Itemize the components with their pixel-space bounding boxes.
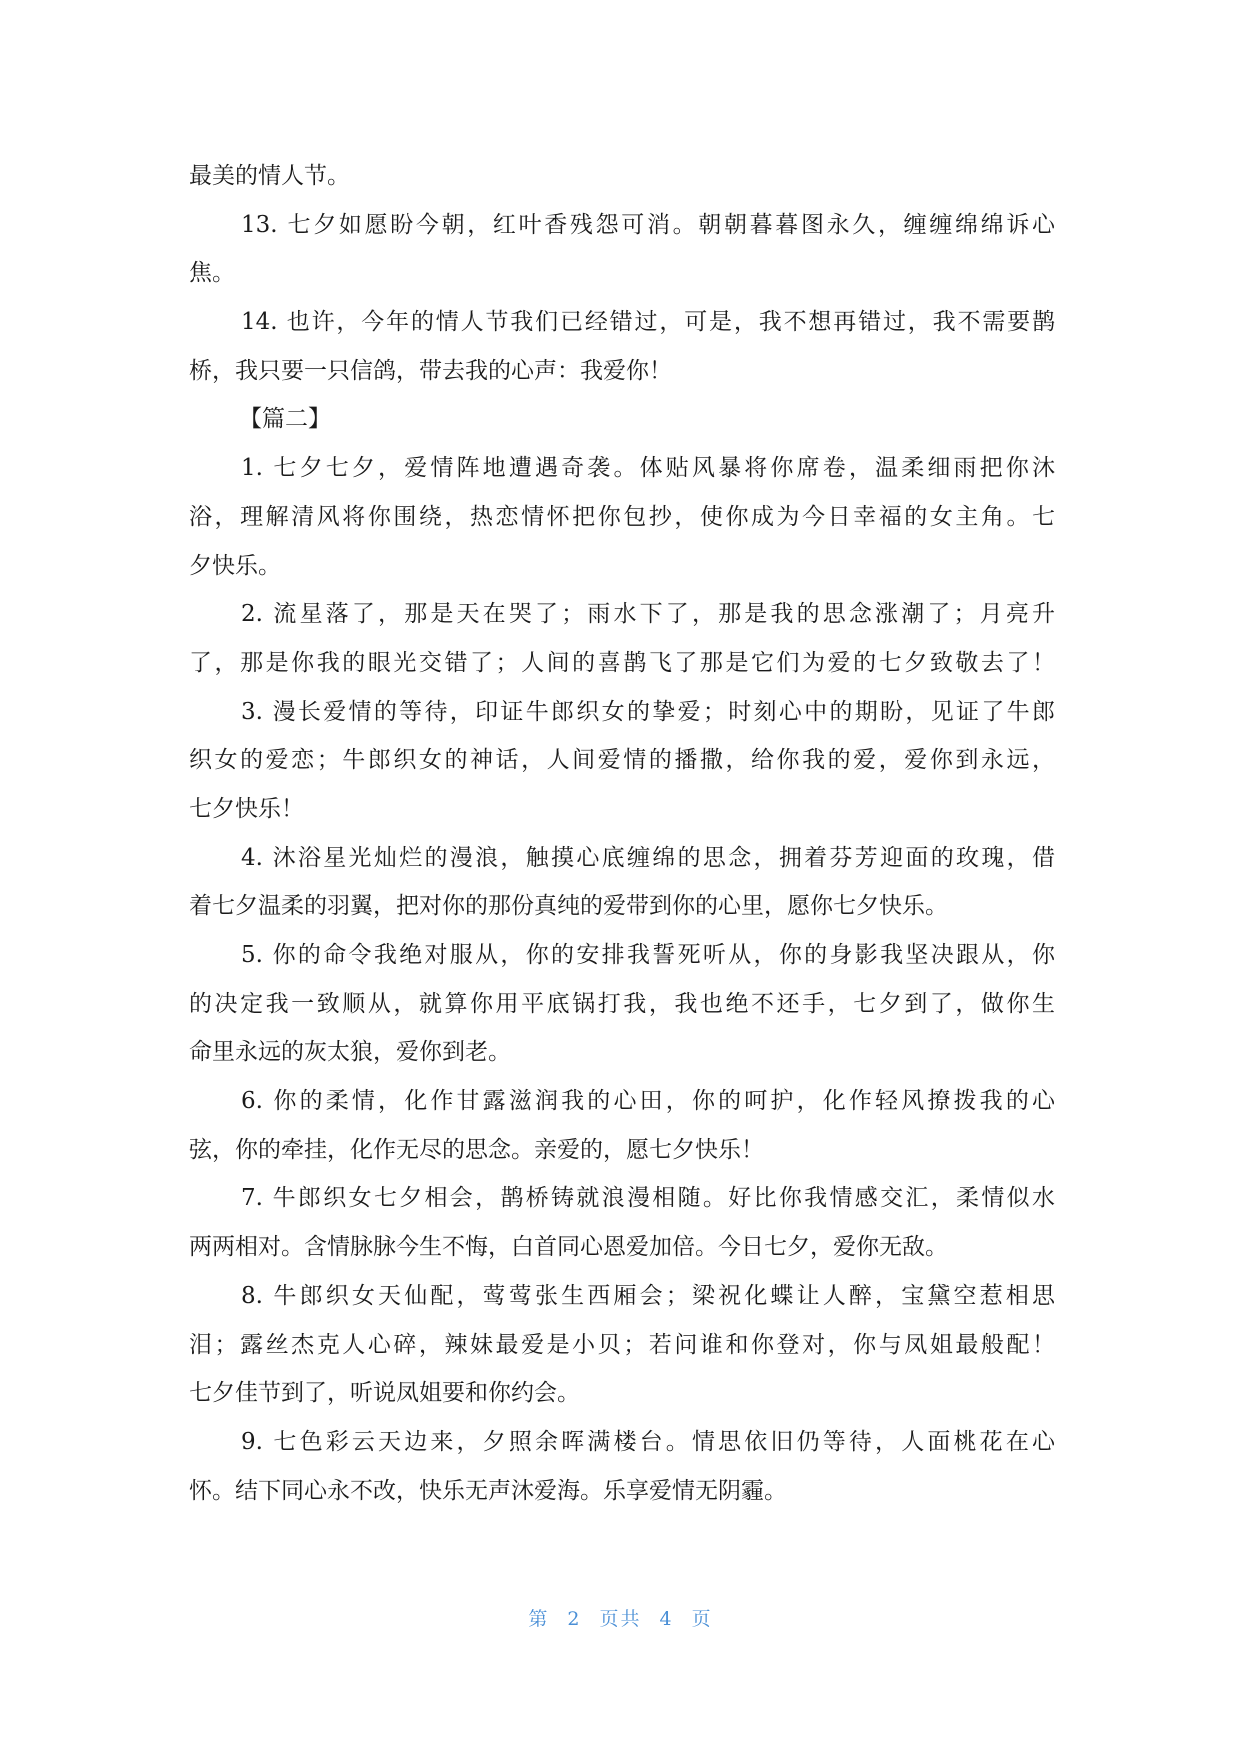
text-line: 14. 也许，今年的情人节我们已经错过，可是，我不想再错过，我不需要鹊 bbox=[241, 309, 1055, 336]
text-line: 焦。 bbox=[189, 260, 235, 287]
text-line: 5. 你的命令我绝对服从，你的安排我誓死听从，你的身影我坚决跟从，你 bbox=[241, 942, 1055, 968]
text-line: 两两相对。含情脉脉今生不悔，白首同心恩爱加倍。今日七夕，爱你无敌。 bbox=[189, 1234, 948, 1261]
text-line: 七夕佳节到了，听说凤姐要和你约会。 bbox=[189, 1380, 580, 1407]
text-line: 桥，我只要一只信鸽，带去我的心声：我爱你！ bbox=[189, 357, 672, 384]
text-line: 7. 牛郎织女七夕相会，鹊桥铸就浪漫相随。好比你我情感交汇，柔情似水 bbox=[241, 1185, 1055, 1212]
text-line: 了，那是你我的眼光交错了；人间的喜鹊飞了那是它们为爱的七夕致敬去了！ bbox=[189, 649, 1055, 676]
text-line: 1. 七夕七夕，爱情阵地遭遇奇袭。体贴风暴将你席卷，温柔细雨把你沐 bbox=[241, 455, 1055, 482]
text-line: 4. 沐浴星光灿烂的漫浪，触摸心底缠绵的思念，拥着芬芳迎面的玫瑰，借 bbox=[241, 844, 1055, 871]
text-line: 命里永远的灰太狼，爱你到老。 bbox=[189, 1039, 511, 1066]
text-line: 6. 你的柔情，化作甘露滋润我的心田，你的呵护，化作轻风撩拨我的心 bbox=[241, 1088, 1055, 1115]
text-line: 着七夕温柔的羽翼，把对你的那份真纯的爱带到你的心里，愿你七夕快乐。 bbox=[189, 893, 948, 920]
text-line: 13. 七夕如愿盼今朝，红叶香残怨可消。朝朝暮暮图永久，缠缠绵绵诉心 bbox=[241, 211, 1055, 238]
footer-suffix: 页 bbox=[691, 1608, 713, 1630]
document-body bbox=[189, 152, 1055, 1515]
text-line: 弦，你的牵挂，化作无尽的思念。亲爱的，愿七夕快乐！ bbox=[189, 1136, 764, 1163]
page-footer bbox=[0, 1604, 1241, 1631]
footer-prefix: 第 bbox=[528, 1608, 550, 1630]
footer-page-number: 2 bbox=[567, 1608, 582, 1630]
text-line: 8. 牛郎织女天仙配，莺莺张生西厢会；梁祝化蝶让人醉，宝黛空惹相思 bbox=[241, 1282, 1055, 1309]
text-line: 七夕快乐！ bbox=[189, 795, 304, 822]
footer-total-pages: 4 bbox=[659, 1608, 674, 1630]
text-line: 浴，理解清风将你围绕，热恋情怀把你包抄，使你成为今日幸福的女主角。七 bbox=[189, 503, 1055, 530]
text-line: 最美的情人节。 bbox=[189, 163, 350, 189]
text-line: 泪；露丝杰克人心碎，辣妹最爱是小贝；若问谁和你登对，你与凤姐最般配！ bbox=[189, 1331, 1055, 1358]
text-line: 3. 漫长爱情的等待，印证牛郎织女的挚爱；时刻心中的期盼，见证了牛郎 bbox=[241, 698, 1055, 725]
footer-middle: 页共 bbox=[599, 1608, 642, 1630]
text-line: 怀。结下同心永不改，快乐无声沐爱海。乐享爱情无阴霾。 bbox=[189, 1477, 787, 1504]
text-line: 夕快乐。 bbox=[189, 552, 281, 579]
text-line: 9. 七色彩云天边来，夕照余晖满楼台。情思依旧仍等待，人面桃花在心 bbox=[241, 1428, 1055, 1455]
section-heading: 【篇二】 bbox=[239, 406, 331, 433]
text-line: 织女的爱恋；牛郎织女的神话，人间爱情的播撒，给你我的爱，爱你到永远， bbox=[189, 747, 1055, 774]
text-line: 2. 流星落了，那是天在哭了；雨水下了，那是我的思念涨潮了；月亮升 bbox=[241, 601, 1055, 628]
text-line: 的决定我一致顺从，就算你用平底锅打我，我也绝不还手，七夕到了，做你生 bbox=[189, 990, 1055, 1017]
